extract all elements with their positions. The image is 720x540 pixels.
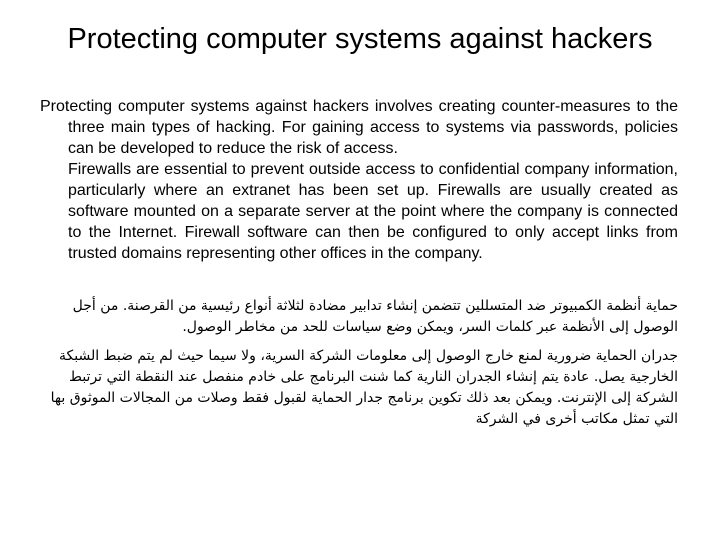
arabic-paragraph-1: حماية أنظمة الكمبيوتر ضد المتسللين تتضمن إنشاء تدابير مضادة لثلاثة أنواع رئيسية من القرصنة. من أجل الوصول إلى الأنظمة عبر كلمات السر، ويمكن وضع سياسات للحد من مخاطر الوصول. xyxy=(72,298,678,335)
english-paragraph-2: Firewalls are essential to prevent outside access to confidential company information, particularly where an extranet has been set up. Firewalls are usually created as software mounted on a separate server at the point where the company is connected to the Internet. Firewall software can then be configured to only accept links from trusted domains representing other offices in the company. xyxy=(68,161,678,262)
english-paragraph-1: Protecting computer systems against hackers involves creating counter-measures to the three main types of hacking. For gaining access to systems via passwords, policies can be developed to reduce the risk of access. xyxy=(40,98,678,157)
slide-title: Protecting computer systems against hackers xyxy=(67,23,653,55)
english-body xyxy=(40,96,678,264)
arabic-paragraph-2: جدران الحماية ضرورية لمنع خارج الوصول إلى معلومات الشركة السرية، ولا سيما حيث لم يتم ضبط الشبكة الخارجية يصل. عادة يتم إنشاء الجدران النارية كما شنت البرنامج على خادم منفصل عند النقطة التي ترتبط الشركة إلى الإنترنت. ويمكن بعد ذلك تكوين برنامج جدار الحماية لقبول فقط وصلات من المجالات الموثوق بها التي تمثل مكاتب أخرى في الشركة xyxy=(50,348,678,427)
